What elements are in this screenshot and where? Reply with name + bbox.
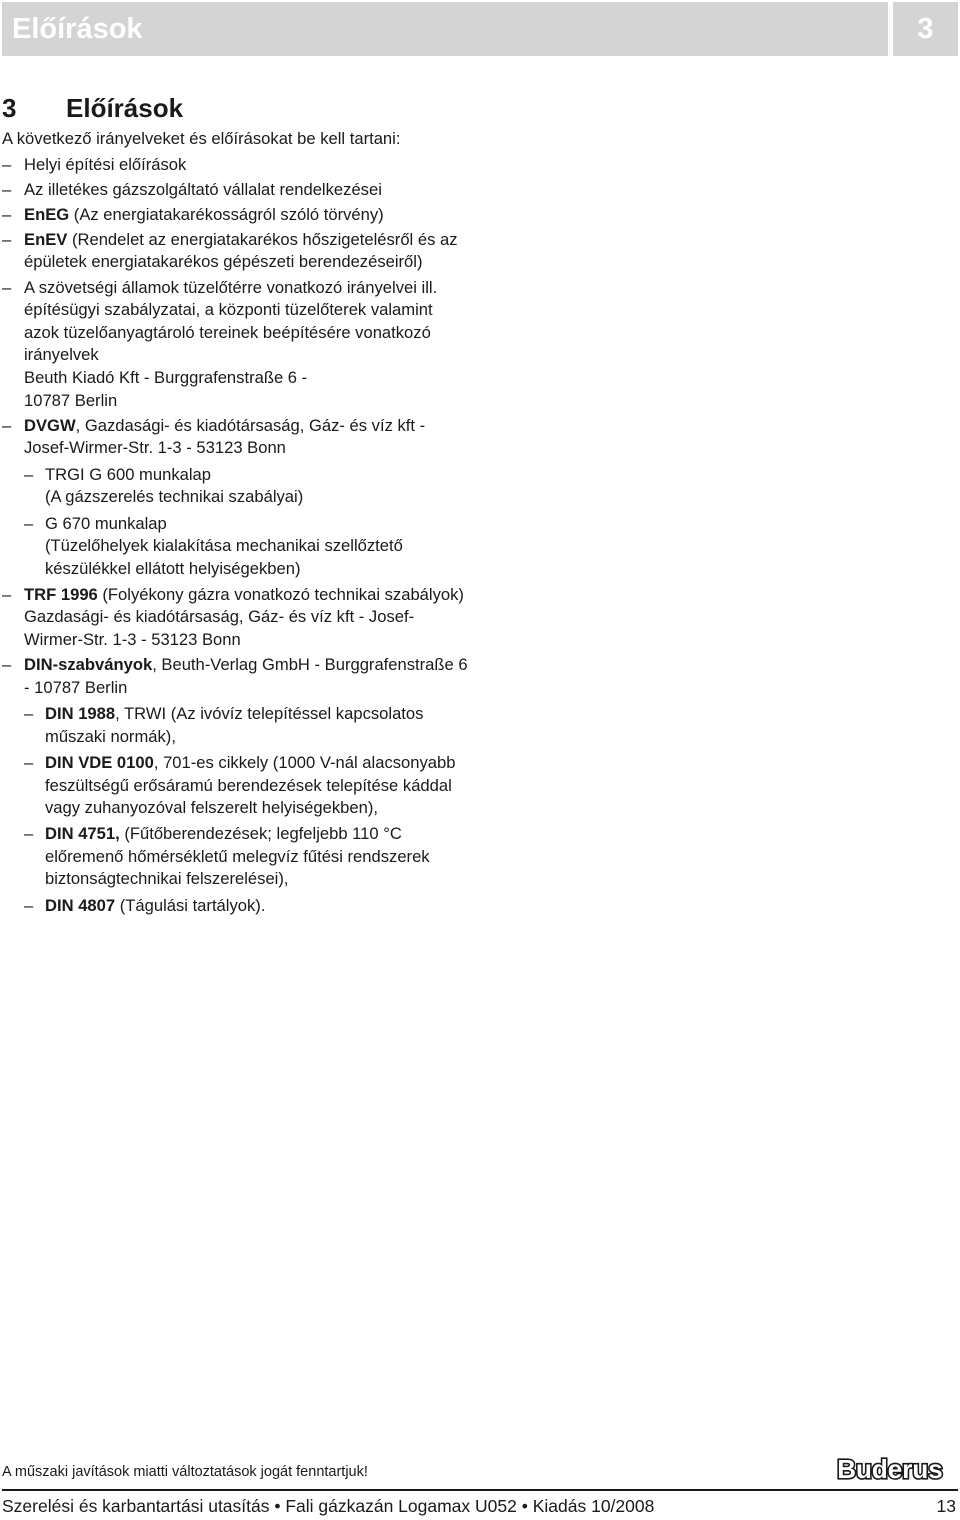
sub-list-item [24,823,472,891]
item-text: TRGI G 600 munkalap [45,464,212,484]
item-bold-label: DIN 4751, [45,824,120,844]
dash-bullet [2,229,11,252]
sub-list-item [24,513,472,581]
dash-bullet [24,513,33,536]
header-chapter-number: 3 [893,2,958,56]
item-text: G 670 munkalap [45,513,167,533]
list-item [2,584,472,652]
svg-text:Buderus: Buderus [837,1456,943,1484]
sub-list-item [24,464,472,509]
intro-text: A következő irányelveket és előírásokat be kell tartani: [2,129,401,148]
item-text: , Gazdasági- és kiadótársaság, Gáz- és víz kft - Josef-Wirmer-Str. 1-3 - 53123 Bonn [24,415,426,458]
dash-bullet [24,703,33,726]
item-extra-line: Beuth Kiadó Kft - Burggrafenstraße 6 - [24,367,308,387]
list-item [2,154,472,177]
section-title: Előírások [66,93,184,123]
dash-bullet [24,895,33,918]
list-item [2,229,472,274]
item-extra-line: (A gázszerelés technikai szabályai) [45,487,304,507]
item-extra-line: (Tüzelőhelyek kialakítása mechanikai szellőztető készülékkel ellátott helyiségekben) [45,536,403,578]
item-text: (Folyékony gázra vonatkozó technikai szabályok) [97,584,464,604]
item-bold-label: DIN VDE 0100 [45,752,154,772]
dash-bullet [2,179,11,202]
dash-bullet [24,464,33,487]
sub-list [24,703,472,917]
item-bold-label: EnEV [24,229,68,249]
footer-text: Szerelési és karbantartási utasítás • Fali gázkazán Logamax U052 • Kiadás 10/2008 [2,1496,655,1516]
dash-bullet [2,154,11,177]
item-text: A szövetségi államok tüzelőtérre vonatkozó irányelvei ill. építésügyi szabályzatai, a központi tüzelőterek valamint azok tüzelőanyagtároló tereinek beépítésére vonatkozó irányelvek [24,277,438,365]
item-bold-label: DIN 1988 [45,704,116,724]
dash-bullet [2,204,11,227]
item-text: (Fűtőberendezések; legfeljebb 110 °C előremenő hőmérsékletű melegvíz fűtési rendszerek biztonságtechnikai felszerelései), [45,824,430,889]
item-text: Helyi építési előírások [24,154,187,174]
item-text: , Beuth-Verlag GmbH - Burggrafenstraße 6 - 10787 Berlin [24,655,468,697]
item-text: , 701-es cikkely (1000 V-nál alacsonyabb feszültségű erősáramú berendezések telepítése káddal vagy zuhanyozóval felszerelt helyiségekben), [45,752,456,818]
footnote: A műszaki javítások miatti változtatások jogát fenntartjuk! [2,1464,368,1480]
list-item [2,654,472,917]
item-extra-line: Gazdasági- és kiadótársaság, Gáz- és víz kft - Josef-Wirmer-Str. 1-3 - 53123 Bonn [24,607,415,649]
item-bold-label: DVGW [24,415,76,435]
section-heading [2,88,183,128]
sub-list [24,464,472,580]
dash-bullet [2,584,11,607]
section-number: 3 [2,93,17,123]
sub-list-item [24,703,472,748]
footer-rule [2,1489,958,1491]
item-text: , TRWI (Az ivóvíz telepítéssel kapcsolatos műszaki normák), [45,704,424,746]
sub-list-item [24,752,472,820]
page-number: 13 [936,1496,956,1516]
item-text: (Rendelet az energiatakarékos hőszigetelésről és az épületek energiatakarékos gépészeti berendezéseiről) [24,229,458,272]
list-item [2,204,472,227]
sub-list-item [24,895,472,918]
item-text: (Tágulási tartályok). [115,895,266,915]
regulations-list [2,154,472,918]
item-text: (Az energiatakarékosságról szóló törvény) [69,204,384,224]
item-bold-label: DIN 4807 [45,895,116,915]
buderus-logo [822,1456,958,1484]
regulations-content [2,128,472,921]
list-item [2,179,472,202]
dash-bullet [2,654,11,677]
dash-bullet [2,277,11,300]
item-bold-label: EnEG [24,204,70,224]
list-item [2,415,472,581]
dash-bullet [2,415,11,438]
dash-bullet [24,752,33,775]
item-extra-line: 10787 Berlin [24,390,118,410]
item-bold-label: DIN-szabványok [24,655,153,675]
item-bold-label: TRF 1996 [24,584,98,604]
header-title: Előírások [2,2,888,56]
item-text: Az illetékes gázszolgáltató vállalat rendelkezései [24,179,382,199]
list-item [2,277,472,413]
dash-bullet [24,823,33,846]
